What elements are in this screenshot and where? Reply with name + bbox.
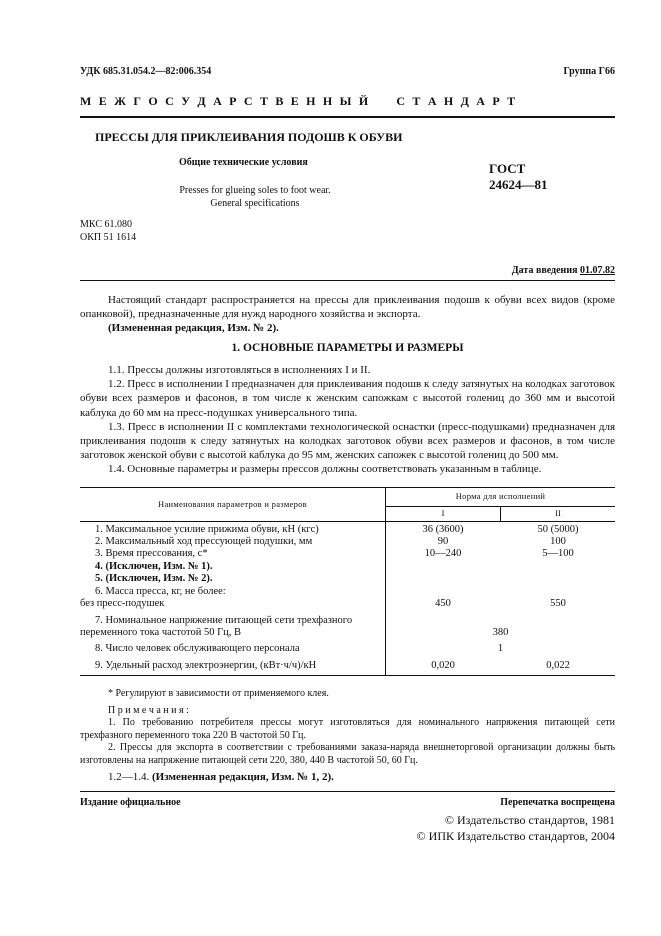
note-1: 1. По требованию потребителя прессы могут изготовляться для номинального напряжения питающей сети трехфазного переменного тока 220 В частотой 50 Гц. <box>80 717 615 741</box>
table-row-name: 1. Максимальное усилие прижима обуви, кН (кгс) <box>95 524 319 535</box>
intro-date-label: Дата введения <box>511 265 578 276</box>
gost-label: ГОСТ <box>489 161 526 176</box>
footnote: * Регулируют в зависимости от применяемого клея. <box>108 688 329 699</box>
table-cell-value: 550 <box>550 598 566 609</box>
table-cell-value: 380 <box>492 627 509 638</box>
standard-type: М Е Ж Г О С У Д А Р С Т В Е Н Н Ы Й С Т А Н Д А Р Т <box>80 94 518 108</box>
official-edition: Издание официальное <box>80 797 181 808</box>
udk-code: УДК 685.31.054.2—82:006.354 <box>80 66 212 77</box>
table-subheader-line <box>386 506 615 507</box>
intro-amendment: (Измененная редакция, Изм. № 2). <box>108 322 279 335</box>
intro-section <box>80 293 615 336</box>
table-header-param: Наименования параметров и размеров <box>158 499 307 509</box>
okp-code: ОКП 51 1614 <box>80 232 137 243</box>
copyright-1981: © Издательство стандартов, 1981 <box>444 813 615 827</box>
final-amendment <box>108 771 334 783</box>
intro-text: Настоящий стандарт распространяется на прессы для приклеивания подошв к обуви всех видов (кроме опанковой), предназначенные для нужд народного хозяйства и экспорта. <box>80 294 615 321</box>
table-cell-value: 450 <box>435 598 451 609</box>
final-amendment-prefix: 1.2—1.4. <box>108 771 150 783</box>
intro-date-value: 01.07.82 <box>580 265 615 276</box>
footer-divider <box>80 791 615 792</box>
notes-body <box>80 717 615 767</box>
reprint-notice: Перепечатка воспрещена <box>500 797 615 808</box>
table-row-name: 3. Время прессования, с* <box>95 548 208 559</box>
table-row-name: 4. (Исключен, Изм. № 1). <box>95 561 213 572</box>
table-row-name: 2. Максимальный ход прессующей подушки, мм <box>95 536 313 547</box>
table-row-name: 5. (Исключен, Изм. № 2). <box>95 573 213 584</box>
header-divider <box>80 116 615 118</box>
paragraph-1-1: 1.1. Прессы должны изготовляться в исполнениях I и II. <box>108 364 371 376</box>
gost-number: 24624—81 <box>489 177 548 192</box>
subtitle: Общие технические условия <box>179 157 308 168</box>
table-row-name: 6. Масса пресса, кг, не более: <box>95 586 226 597</box>
note-2: 2. Прессы для экспорта в соответствии с требованиями заказа-наряда внешнеторговой организации должны быть изготовлены на напряжение питающей сети 220, 380, 440 В частотой 50, 60 Гц. <box>80 742 615 766</box>
section1-body <box>80 363 615 477</box>
copyright-2004: © ИПК Издательство стандартов, 2004 <box>416 829 615 843</box>
intro-date <box>512 265 615 276</box>
group-code: Группа Г66 <box>563 66 615 77</box>
table-cell-value: 50 (5000) <box>537 524 579 535</box>
table-top-border <box>80 487 615 488</box>
table-row-name: 9. Удельный расход электроэнергии, (кВт·ч/ч)/кН <box>95 660 317 671</box>
table-header-col-1: I <box>441 508 445 518</box>
table-cell-value: 0,022 <box>546 660 570 671</box>
table-header-bottom <box>80 521 615 522</box>
date-divider <box>80 280 615 281</box>
table-header-norm: Норма для исполнений <box>455 491 546 501</box>
table-cell-value: 36 (3600) <box>422 524 464 535</box>
table-cell-value: 5—100 <box>542 548 574 559</box>
table-cell-value: 90 <box>437 536 449 547</box>
table-cell-value: 10—240 <box>424 548 462 559</box>
page-title: ПРЕССЫ ДЛЯ ПРИКЛЕИВАНИЯ ПОДОШВ К ОБУВИ <box>95 130 403 144</box>
english-title-line1: Presses for glueing soles to foot wear. <box>179 185 331 196</box>
mks-code: МКС 61.080 <box>80 219 132 230</box>
notes-heading: П р и м е ч а н и я : <box>108 705 189 716</box>
final-amendment-text: (Измененная редакция, Изм. № 1, 2). <box>152 771 334 783</box>
paragraph-1-3: 1.3. Пресс в исполнении II с комплектами технологической оснастки (пресс-подушками) предназначен для приклеивания подошв к следу затянутых на колодках заготовок обуви всех размеров и фасонов, в том числе заготовок женской обуви с высотой каблука до 95 мм, женских сапожек с высотой голениц до 500 мм. <box>80 420 615 462</box>
table-header-col-2: II <box>555 508 561 518</box>
table-row-name: 8. Число человек обслуживающего персонала <box>95 643 300 654</box>
section-heading: 1. ОСНОВНЫЕ ПАРАМЕТРЫ И РАЗМЕРЫ <box>231 342 464 354</box>
table-row-name: 7. Номинальное напряжение питающей сети трехфазного <box>95 615 353 626</box>
paragraph-1-2: 1.2. Пресс в исполнении I предназначен для приклеивания подошв к следу затянутых на колодках заготовок обуви всех размеров и фасонов, в том числе к женским сапожкам с высотой голениц до 360 мм и высотой каблука до 60 мм на пресс-подушках универсального типа. <box>80 378 615 419</box>
table-cell-value: 0,020 <box>431 660 455 671</box>
table-bottom-border <box>80 675 615 676</box>
english-title-line2: General specifications <box>210 198 300 209</box>
table-row-name-cont: переменного тока частотой 50 Гц, В <box>80 627 242 638</box>
paragraph-1-4: 1.4. Основные параметры и размеры прессов должны соответствовать указанным в таблице. <box>108 463 542 476</box>
table-row-name: без пресс-подушек <box>80 598 165 609</box>
table-cell-value: 100 <box>550 536 566 547</box>
table-cell-value: 1 <box>497 643 504 654</box>
